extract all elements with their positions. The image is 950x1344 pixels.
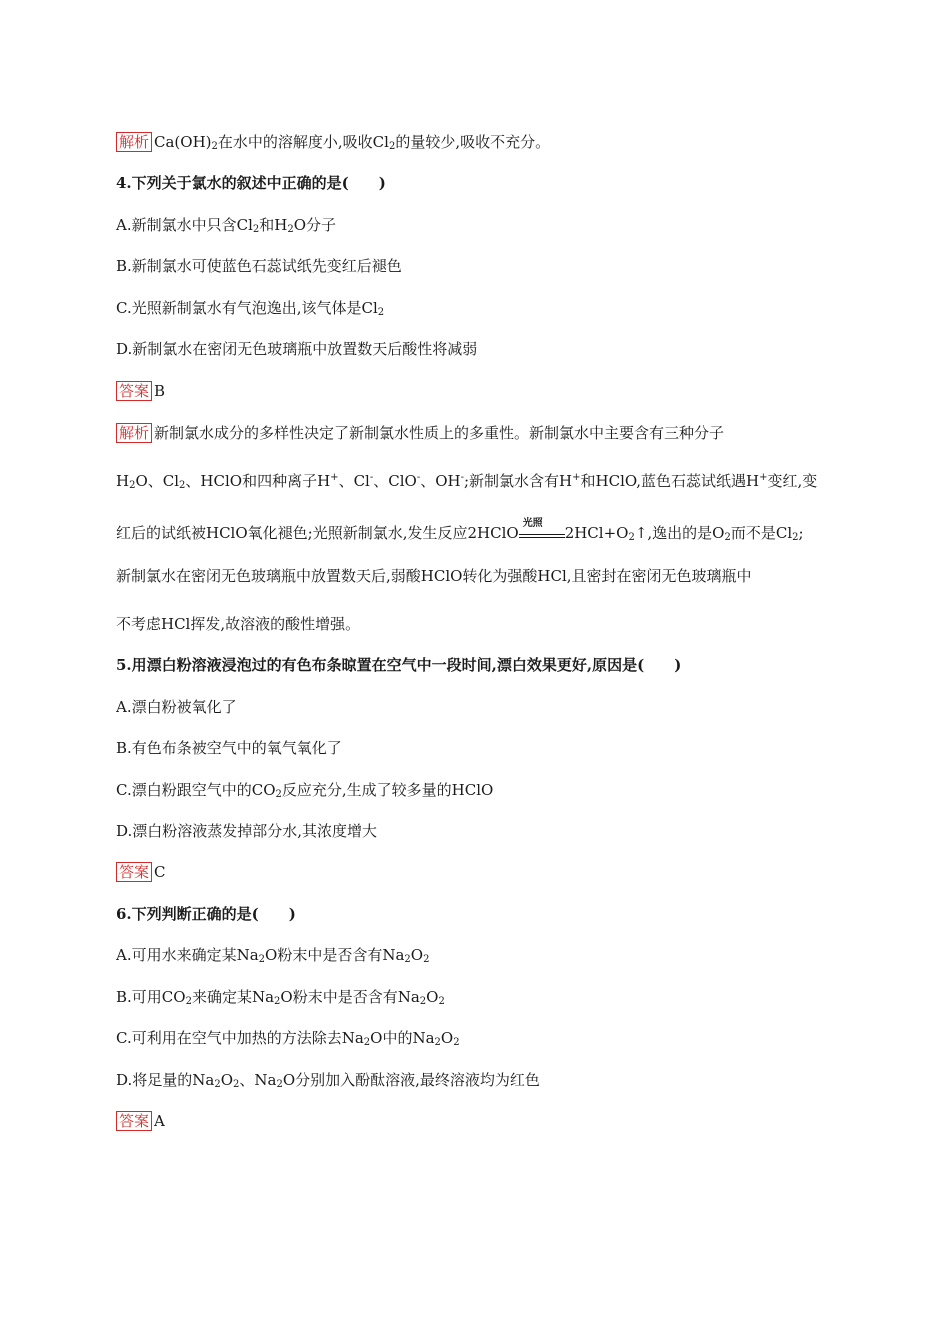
text: B.可用CO [116,988,186,1006]
subscript: 2 [724,532,731,543]
q4-analysis-line-4: 新制氯水在密闭无色玻璃瓶中放置数天后,弱酸HClO转化为强酸HCl,且密封在密闭无色玻璃瓶中 [116,567,752,585]
subscript: 2 [233,1079,240,1090]
answer-tag: 答案 [116,862,152,882]
subscript: 2 [185,996,192,1007]
q5-option-c [116,779,493,801]
q5-answer [116,861,166,883]
subscript: 2 [434,1037,441,1048]
text: 在水中的溶解度小,吸收Cl [217,133,389,151]
text: O中的Na [370,1029,435,1047]
superscript: + [759,472,768,483]
q4-option-b: B.新制氯水可使蓝色石蕊试纸先变红后褪色 [116,257,402,275]
text: 新制氯水成分的多样性决定了新制氯水性质上的多重性。新制氯水中主要含有三种分子 [154,424,725,442]
q6-option-a [116,944,429,966]
text: C.光照新制氯水有气泡逸出,该气体是Cl [116,299,378,317]
subscript: 2 [628,532,635,543]
q3-analysis [116,131,550,153]
q4-option-a [116,214,336,236]
subscript: 2 [419,996,427,1007]
superscript: - [460,472,464,483]
q4-analysis-line-5: 不考虑HCl挥发,故溶液的酸性增强。 [116,615,361,633]
text: O粉末中是否含有Na [265,946,405,964]
superscript: + [330,472,339,483]
subscript: 2 [377,307,385,318]
subscript: 2 [214,1079,221,1090]
subscript: 2 [363,1037,371,1048]
text: A.可用水来确定某Na [116,946,259,964]
q6-option-d [116,1069,540,1091]
text: ; [798,524,804,542]
text: 、HClO和四种离子H [185,472,331,490]
subscript: 2 [423,954,430,965]
text: O [410,946,424,964]
subscript: 2 [453,1037,460,1048]
q6-answer [116,1110,165,1132]
text: O、Cl [135,472,180,490]
subscript: 2 [274,996,281,1007]
text: 而不是Cl [730,524,793,542]
q4-option-c [116,297,384,319]
reaction-condition: 光照 [522,518,543,529]
q6-option-c [116,1027,460,1049]
q4-option-d: D.新制氯水在密闭无色玻璃瓶中放置数天后酸性将减弱 [116,340,478,358]
subscript: 2 [179,480,186,491]
arrow-line [519,537,565,538]
q5-stem: 5.用漂白粉溶液浸泡过的有色布条晾置在空气中一段时间,漂白效果更好,原因是( ) [116,656,682,674]
text: 的量较少,吸收不充分。 [395,133,551,151]
answer-value: A [154,1112,165,1130]
arrow-line [519,534,565,535]
q5-option-a: A.漂白粉被氧化了 [116,698,237,716]
text: O分子 [293,216,337,234]
subscript: 2 [252,224,260,235]
reaction-arrow [519,518,565,545]
answer-value: C [154,863,166,881]
analysis-tag: 解析 [116,423,152,443]
text: 2HCl+O [564,524,629,542]
analysis-tag: 解析 [116,132,152,152]
text: O [220,1071,234,1089]
text: 变红,变 [767,472,818,490]
text: C.漂白粉跟空气中的CO [116,781,276,799]
text: O分别加入酚酞溶液,最终溶液均为红色 [282,1071,540,1089]
subscript: 2 [404,954,411,965]
text: 、ClO [373,472,417,490]
superscript: - [416,472,421,483]
q5-option-d: D.漂白粉溶液蒸发掉部分水,其浓度增大 [116,822,378,840]
text: O [426,988,439,1006]
subscript: 2 [438,996,445,1007]
text: 和HClO,蓝色石蕊试纸遇H [580,472,760,490]
text: O粉末中是否含有Na [280,988,420,1006]
text: ;新制氯水含有H [463,472,573,490]
text: 、Na [239,1071,277,1089]
q4-analysis-line-3 [116,518,804,545]
subscript: 2 [129,480,136,491]
text: A.新制氯水中只含Cl [116,216,253,234]
subscript: 2 [211,141,218,152]
subscript: 2 [287,224,294,235]
superscript: + [572,472,581,483]
subscript: 2 [258,954,266,965]
subscript: 2 [388,141,396,152]
answer-tag: 答案 [116,1111,152,1131]
subscript: 2 [275,789,282,800]
q5-option-b: B.有色布条被空气中的氧气氧化了 [116,739,342,757]
text: 、OH [420,472,461,490]
text: Ca(OH) [154,133,212,151]
text: 反应充分,生成了较多量的HClO [281,781,494,799]
q6-stem: 6.下列判断正确的是( ) [116,905,296,923]
text: D.将足量的Na [116,1071,215,1089]
q4-stem: 4.下列关于氯水的叙述中正确的是( ) [116,174,386,192]
text: H [116,472,130,490]
text: C.可利用在空气中加热的方法除去Na [116,1029,364,1047]
text: O [440,1029,454,1047]
answer-tag: 答案 [116,381,152,401]
answer-value: B [154,382,166,400]
subscript: 2 [792,532,799,543]
q4-answer [116,380,165,402]
text: 来确定某Na [191,988,275,1006]
superscript: - [369,472,374,483]
text: 和H [259,216,288,234]
q4-analysis-line-2 [116,470,817,492]
q4-analysis-line-1 [116,422,724,444]
q6-option-b [116,986,445,1008]
text: ↑,逸出的是O [634,524,725,542]
text: 、Cl [338,472,370,490]
subscript: 2 [276,1079,283,1090]
text: 红后的试纸被HClO氧化褪色;光照新制氯水,发生反应2HClO [116,524,519,542]
